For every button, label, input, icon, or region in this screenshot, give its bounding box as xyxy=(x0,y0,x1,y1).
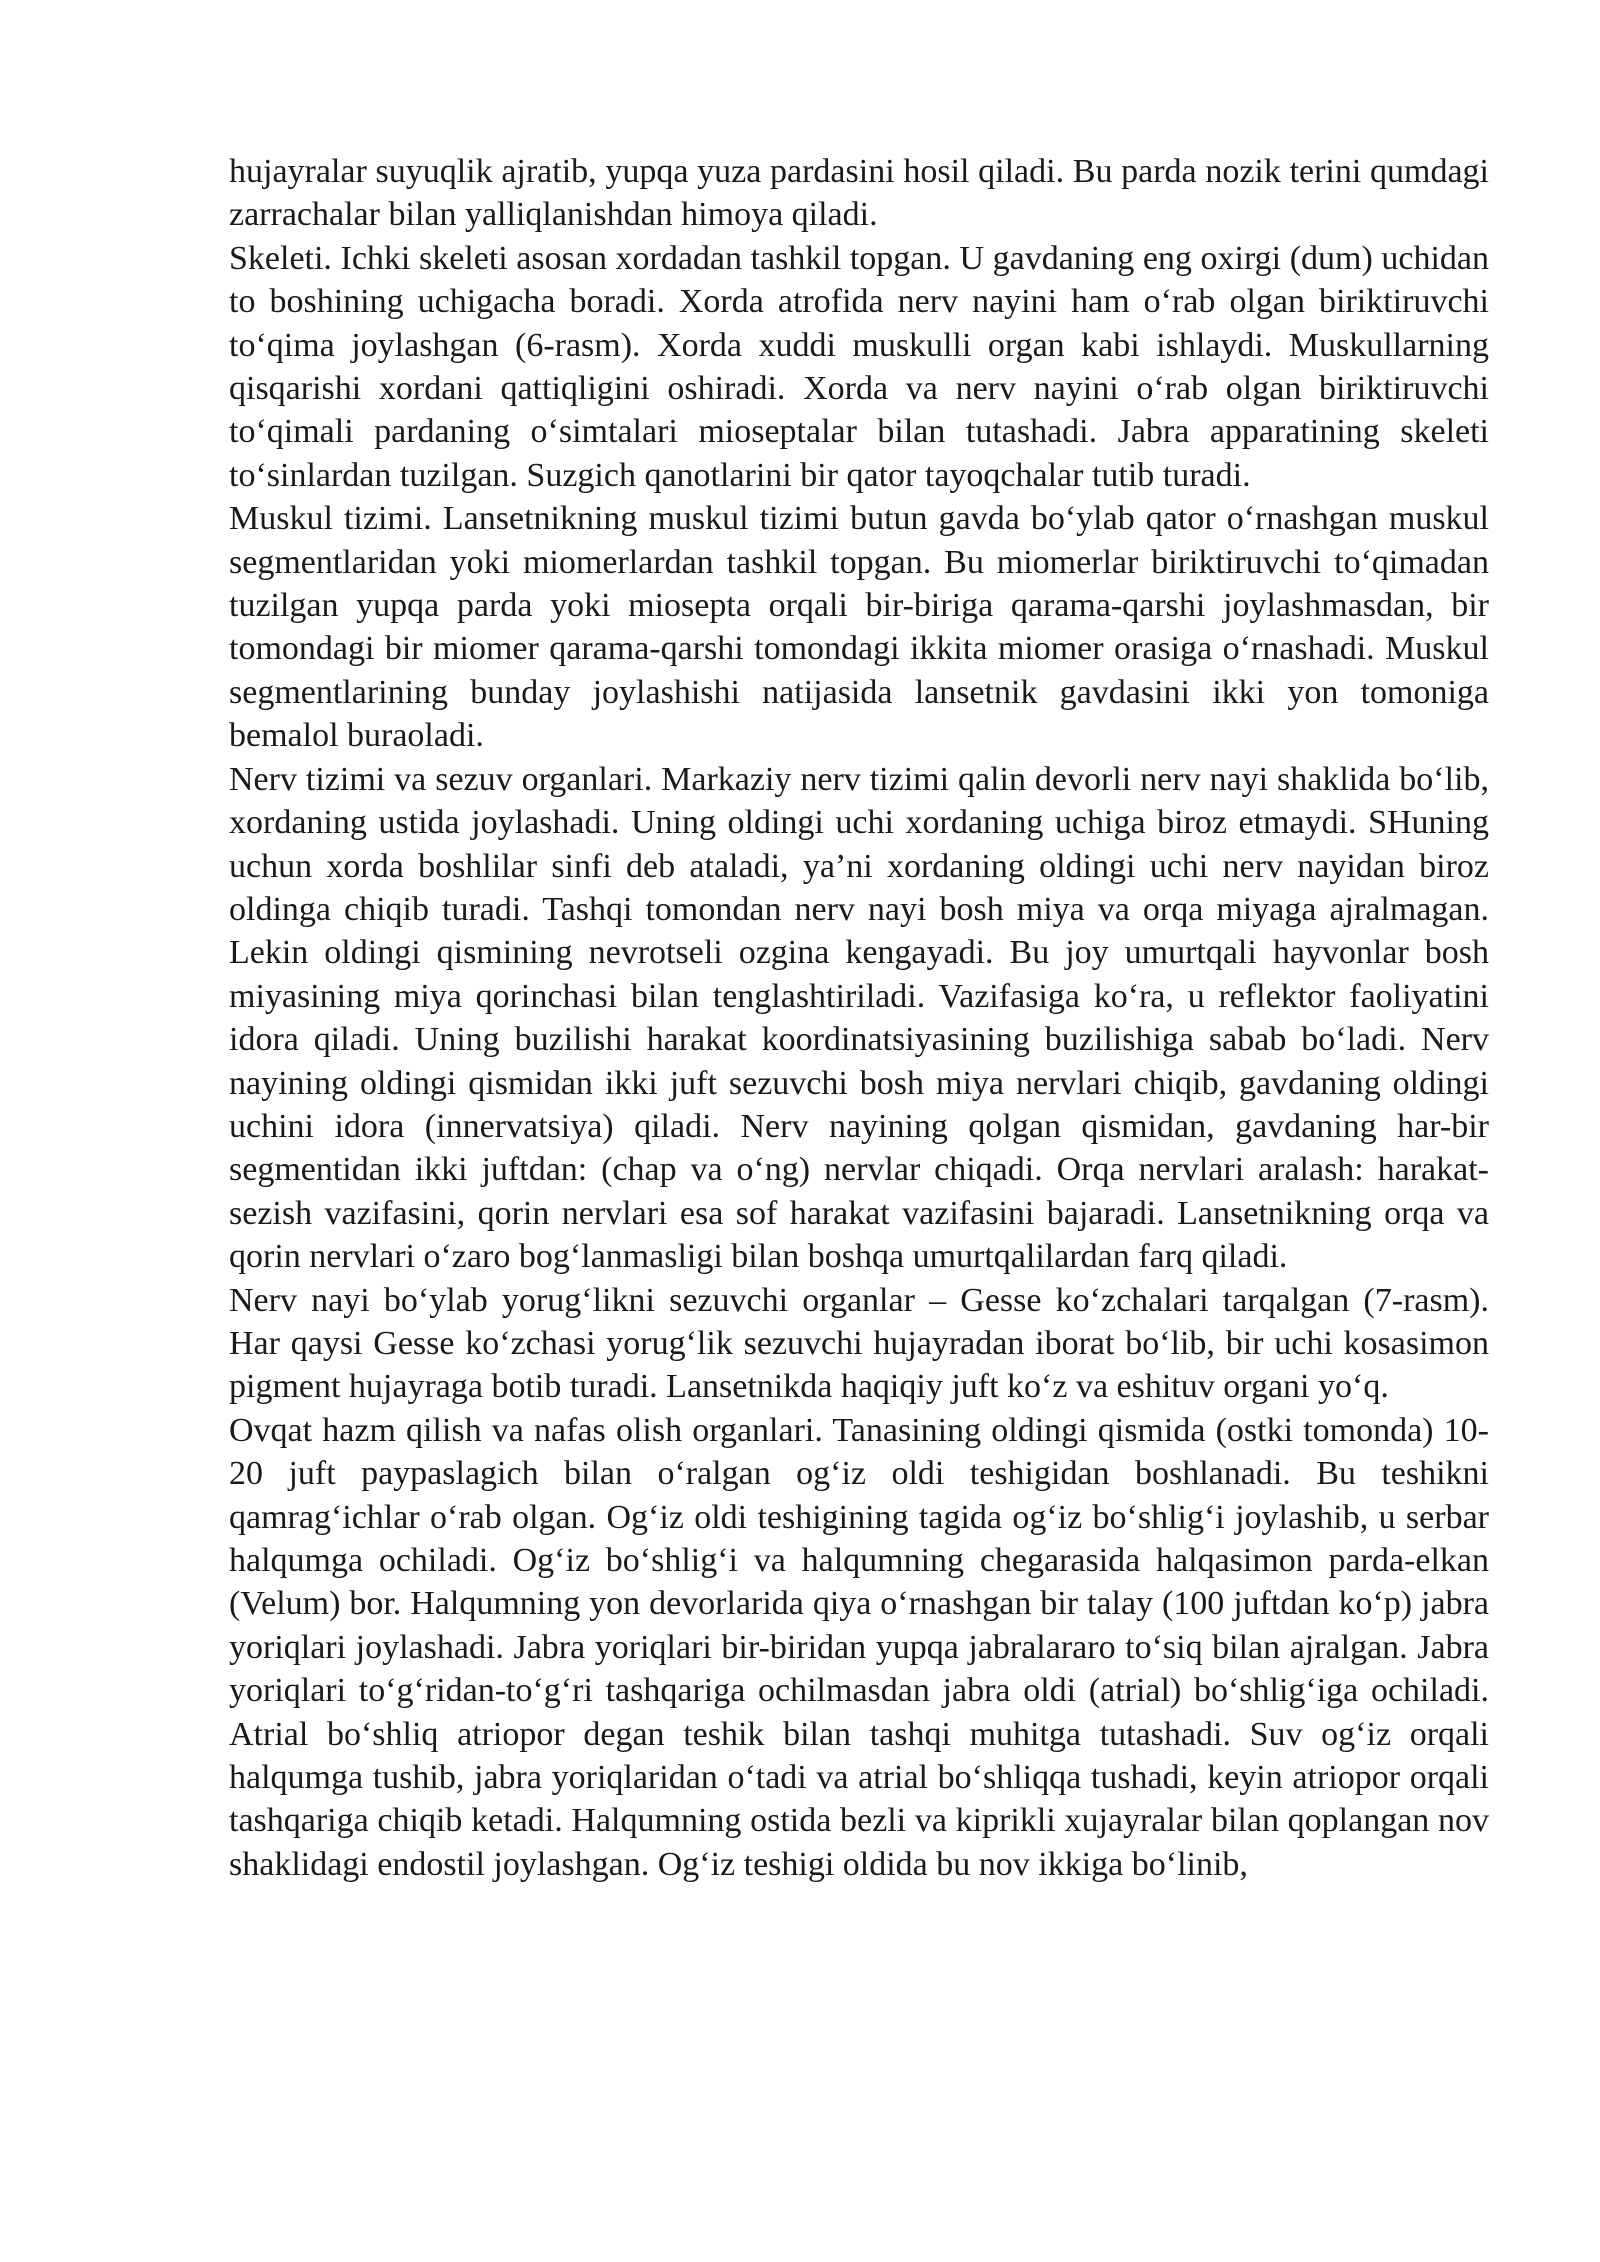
paragraph-skeleton: Skeleti. Ichki skeleti asosan xordadan tashkil topgan. U gavdaning eng oxirgi (dum) uchidan to boshining uchigacha boradi. Xorda atrofida nerv nayini ham oʻrab olgan biriktiruvchi toʻqima joylashgan (6-rasm). Xorda xuddi muskulli organ kabi ishlaydi. Muskullarning qisqarishi xordani qattiqligini oshiradi. Xorda va nerv nayini oʻrab olgan biriktiruvchi toʻqimali pardaning oʻsimtalari mioseptalar bilan tutashadi. Jabra apparatining skeleti toʻsinlardan tuzilgan. Suzgich qanotlarini bir qator tayoqchalar tutib turadi. xyxy=(229,239,1489,494)
paragraph-continuation: hujayralar suyuqlik ajratib, yupqa yuza pardasini hosil qiladi. Bu parda nozik terini qumdagi zarrachalar bilan yalliqlanishdan himoya qiladi. xyxy=(229,153,1489,234)
document-page xyxy=(229,150,1489,1886)
paragraph-muscle-system: Muskul tizimi. Lansetnikning muskul tizimi butun gavda boʻylab qator oʻrnashgan muskul segmentlaridan yoki miomerlardan tashkil topgan. Bu miomerlar biriktiruvchi toʻqimadan tuzilgan yupqa parda yoki miosepta orqali bir-biriga qarama-qarshi joylashmasdan, bir tomondagi bir miomer qarama-qarshi tomondagi ikkita miomer orasiga oʻrnashadi. Muskul segmentlarining bunday joylashishi natijasida lansetnik gavdasini ikki yon tomoniga bemalol buraoladi. xyxy=(229,500,1489,755)
paragraph-nervous-system: Nerv tizimi va sezuv organlari. Markaziy nerv tizimi qalin devorli nerv nayi shaklida boʻlib, xordaning ustida joylashadi. Uning oldingi uchi xordaning uchiga biroz etmaydi. SHuning uchun xorda boshlilar sinfi deb ataladi, ya’ni xordaning oldingi uchi nerv nayidan biroz oldinga chiqib turadi. Tashqi tomondan nerv nayi bosh miya va orqa miyaga ajralmagan. Lekin oldingi qismining nevrotseli ozgina kengayadi. Bu joy umurtqali hayvonlar bosh miyasining miya qorinchasi bilan tenglashtiriladi. Vazifasiga koʻra, u reflektor faoliyatini idora qiladi. Uning buzilishi harakat koordinatsiyasining buzilishiga sabab boʻladi. Nerv nayining oldingi qismidan ikki juft sezuvchi bosh miya nervlari chiqib, gavdaning oldingi uchini idora (innervatsiya) qiladi. Nerv nayining qolgan qismidan, gavdaning har-bir segmentidan ikki juftdan: (chap va oʻng) nervlar chiqadi. Orqa nervlari aralash: harakat-sezish vazifasini, qorin nervlari esa sof harakat vazifasini bajaradi. Lansetnikning orqa va qorin nervlari oʻzaro bogʻlanmasligi bilan boshqa umurtqalilardan farq qiladi. xyxy=(229,760,1489,1276)
paragraph-light-sensing-organs: Nerv nayi boʻylab yorugʻlikni sezuvchi organlar – Gesse koʻzchalari tarqalgan (7-rasm). Har qaysi Gesse koʻzchasi yorugʻlik sezuvchi hujayradan iborat boʻlib, bir uchi kosasimon pigment hujayraga botib turadi. Lansetnikda haqiqiy juft koʻz va eshituv organi yoʻq. xyxy=(229,1281,1489,1406)
paragraph-digestive-respiratory: Ovqat hazm qilish va nafas olish organlari. Tanasining oldingi qismida (ostki tomonda) 10-20 juft paypaslagich bilan oʻralgan ogʻiz oldi teshigidan boshlanadi. Bu teshikni qamragʻichlar oʻrab olgan. Ogʻiz oldi teshigining tagida ogʻiz boʻshligʻi joylashib, u serbar halqumga ochiladi. Ogʻiz boʻshligʻi va halqumning chegarasida halqasimon parda-elkan (Velum) bor. Halqumning yon devorlarida qiya oʻrnashgan bir talay (100 juftdan koʻp) jabra yoriqlari joylashadi. Jabra yoriqlari bir-biridan yupqa jabralararo toʻsiq bilan ajralgan. Jabra yoriqlari toʻgʻridan-toʻgʻri tashqariga ochilmasdan jabra oldi (atrial) boʻshligʻiga ochiladi. Atrial boʻshliq atriopor degan teshik bilan tashqi muhitga tutashadi. Suv ogʻiz orqali halqumga tushib, jabra yoriqlaridan oʻtadi va atrial boʻshliqqa tushadi, keyin atriopor orqali tashqariga chiqib ketadi. Halqumning ostida bezli va kiprikli xujayralar bilan qoplangan nov shaklidagi endostil joylashgan. Ogʻiz teshigi oldida bu nov ikkiga boʻlinib, xyxy=(229,1411,1489,1883)
